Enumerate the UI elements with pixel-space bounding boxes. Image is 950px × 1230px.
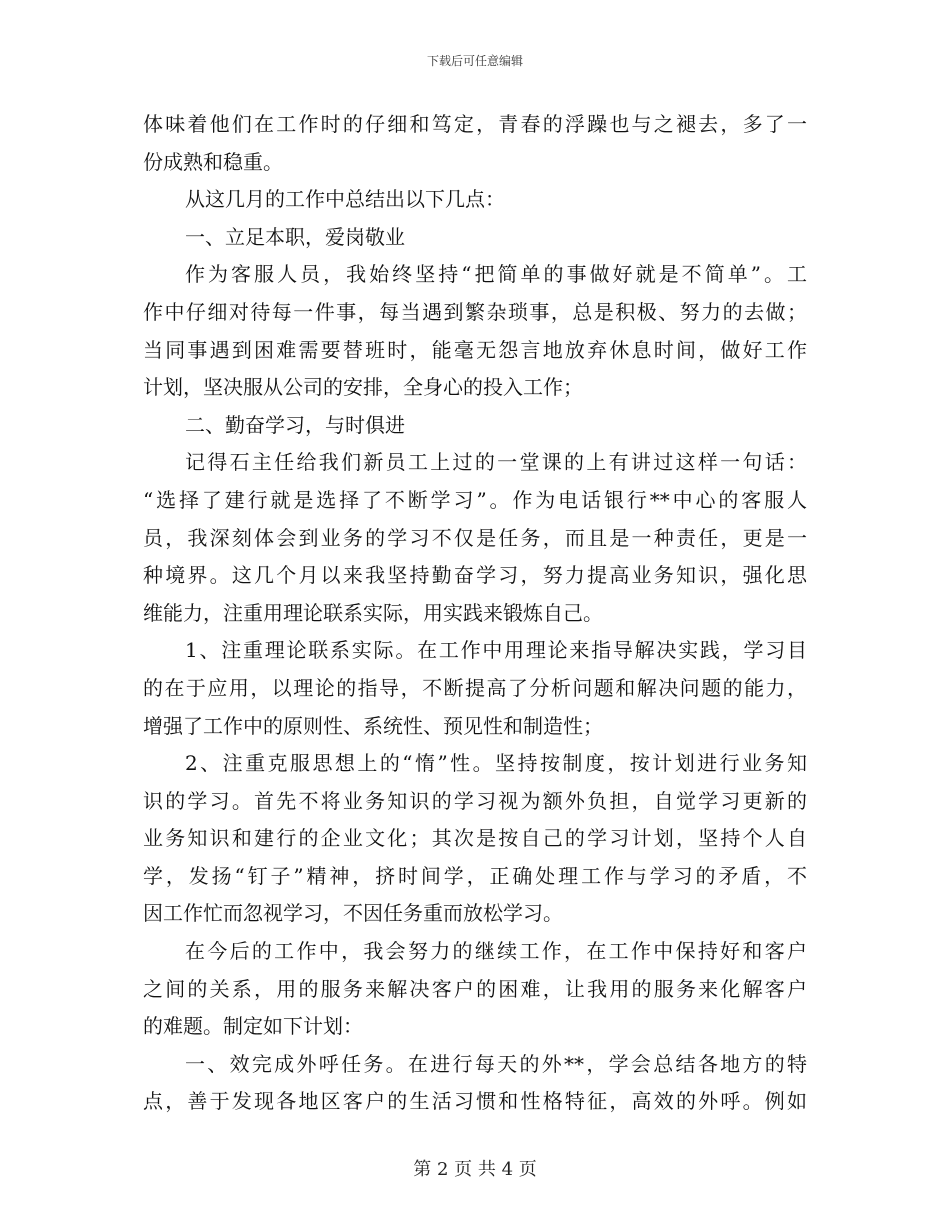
text-line: 学，发扬“钉子”精神，挤时间学，正确处理工作与学习的矛盾，不 <box>143 863 807 888</box>
section-heading: 二、勤奋学习，与时俱进 <box>185 412 405 437</box>
text-line: 从这几月的工作中总结出以下几点： <box>185 187 505 212</box>
text-line: 一、效完成外呼任务。在进行每天的外**，学会总结各地方的特 <box>185 1051 807 1076</box>
document-body <box>143 106 807 1121</box>
text-line: 1、注重理论联系实际。在工作中用理论来指导解决实践，学习目 <box>185 638 807 663</box>
text-line: 体味着他们在工作时的仔细和笃定，青春的浮躁也与之褪去，多了一 <box>143 112 807 136</box>
text-line: 点，善于发现各地区客户的生活习惯和性格特征，高效的外呼。例如 <box>143 1089 807 1114</box>
text-line: 员，我深刻体会到业务的学习不仅是任务，而且是一种责任，更是一 <box>143 525 807 550</box>
text-line: 当同事遇到困难需要替班时，能毫无怨言地放弃休息时间，做好工作 <box>143 337 807 362</box>
page-header: 下载后可任意编辑 <box>426 54 523 68</box>
section-heading: 一、立足本职，爱岗敬业 <box>185 224 405 249</box>
text-line: 增强了工作中的原则性、系统性、预见性和制造性； <box>143 713 603 738</box>
text-line: 份成熟和稳重。 <box>143 149 283 174</box>
text-line: 业务知识和建行的企业文化；其次是按自己的学习计划，坚持个人自 <box>143 826 807 851</box>
text-line: 之间的关系，用的服务来解决客户的困难，让我用的服务来化解客户 <box>143 976 807 1001</box>
text-line: 计划，坚决服从公司的安排，全身心的投入工作； <box>143 375 583 400</box>
text-line: 维能力，注重用理论联系实际，用实践来锻炼自己。 <box>143 600 603 625</box>
page-number: 第 2 页 共 4 页 <box>413 1159 537 1180</box>
text-line: 因工作忙而忽视学习，不因任务重而放松学习。 <box>143 901 563 926</box>
text-line: 在今后的工作中，我会努力的继续工作，在工作中保持好和客户 <box>185 939 807 964</box>
text-line: 种境界。这几个月以来我坚持勤奋学习，努力提高业务知识，强化思 <box>143 563 807 588</box>
text-line: 2、注重克服思想上的“惰”性。坚持按制度，按计划进行业务知 <box>185 751 807 776</box>
text-line: 的难题。制定如下计划： <box>143 1014 363 1039</box>
text-line: 记得石主任给我们新员工上过的一堂课的上有讲过这样一句话： <box>185 450 807 475</box>
text-line: 的在于应用，以理论的指导，不断提高了分析问题和解决问题的能力， <box>143 675 807 700</box>
text-line: 作为客服人员，我始终坚持“把简单的事做好就是不简单”。工 <box>185 262 807 287</box>
text-line: 识的学习。首先不将业务知识的学习视为额外负担，自觉学习更新的 <box>143 788 807 813</box>
text-line: 作中仔细对待每一件事，每当遇到繁杂琐事，总是积极、努力的去做； <box>143 299 807 324</box>
text-line: “选择了建行就是选择了不断学习”。作为电话银行**中心的客服人 <box>143 487 807 512</box>
